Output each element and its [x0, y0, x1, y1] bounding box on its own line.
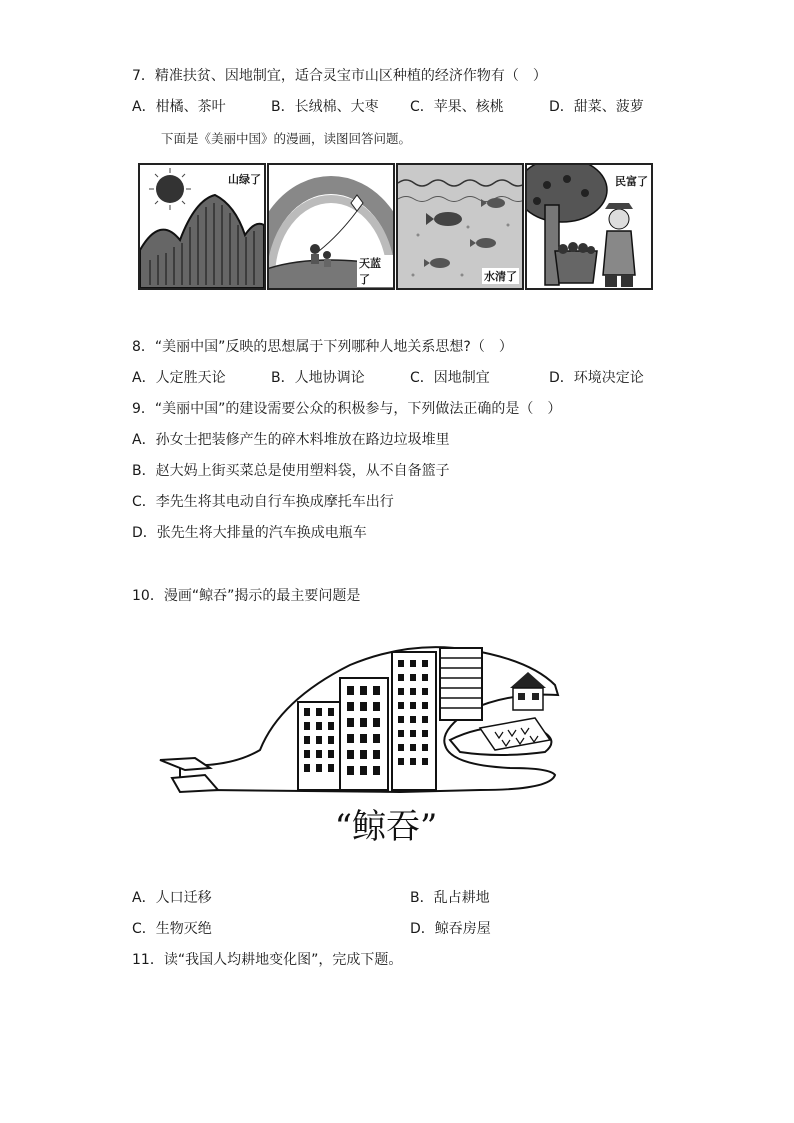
q8-option-c: C．因地制宜: [410, 370, 490, 386]
q9-option-a: A．孙女士把装修产生的碎木料堆放在路边垃圾堆里: [132, 432, 450, 448]
comic-intro: 下面是《美丽中国》的漫画，读图回答问题。: [161, 131, 412, 146]
q9-option-b: B．赵大妈上街买菜总是使用塑料袋，从不自备篮子: [132, 463, 450, 479]
comic-label-green-mountains: 山绿了: [228, 173, 261, 186]
q9-option-c: C．李先生将其电动自行车换成摩托车出行: [132, 494, 394, 510]
comic-label-clear-water: 水清了: [484, 270, 517, 283]
q7-option-a: A．柑橘、茶叶: [132, 99, 226, 115]
q10-stem: 10．漫画“鲸吞”揭示的最主要问题是: [132, 588, 361, 604]
q8-option-b: B．人地协调论: [271, 370, 365, 386]
q10-option-d: D．鲸吞房屋: [410, 921, 491, 937]
q11-stem: 11．读“我国人均耕地变化图”，完成下题。: [132, 952, 403, 968]
q7-stem: 7．精准扶贫、因地制宜，适合灵宝市山区种植的经济作物有（ ）: [132, 68, 547, 84]
q7-option-b: B．长绒棉、大枣: [271, 99, 379, 115]
comic-panel-mountains: [138, 163, 266, 290]
q9-stem: 9．“美丽中国”的建设需要公众的积极参与，下列做法正确的是（ ）: [132, 401, 562, 417]
q8-option-d: D．环境决定论: [549, 370, 644, 386]
comic-panel-sky: [267, 163, 395, 290]
q8-stem: 8．“美丽中国”反映的思想属于下列哪种人地关系思想?（ ）: [132, 339, 513, 355]
q7-option-d: D．甜菜、菠萝: [549, 99, 644, 115]
comic-label-blue-sky: 天蓝了: [357, 255, 393, 287]
whale-caption: “鲸吞”: [334, 807, 438, 847]
q7-option-c: C．苹果、核桃: [410, 99, 504, 115]
comic-panel-water: [396, 163, 524, 290]
q8-option-a: A．人定胜天论: [132, 370, 226, 386]
q10-option-c: C．生物灭绝: [132, 921, 212, 937]
comic-panel-wealth: [525, 163, 653, 290]
q9-option-d: D．张先生将大排量的汽车换成电瓶车: [132, 525, 367, 541]
whale-swallowing-buildings-cartoon: [150, 640, 570, 850]
comic-label-rich-people: 民富了: [615, 175, 648, 188]
q10-option-a: A．人口迁移: [132, 890, 212, 906]
q10-option-b: B．乱占耕地: [410, 890, 490, 906]
